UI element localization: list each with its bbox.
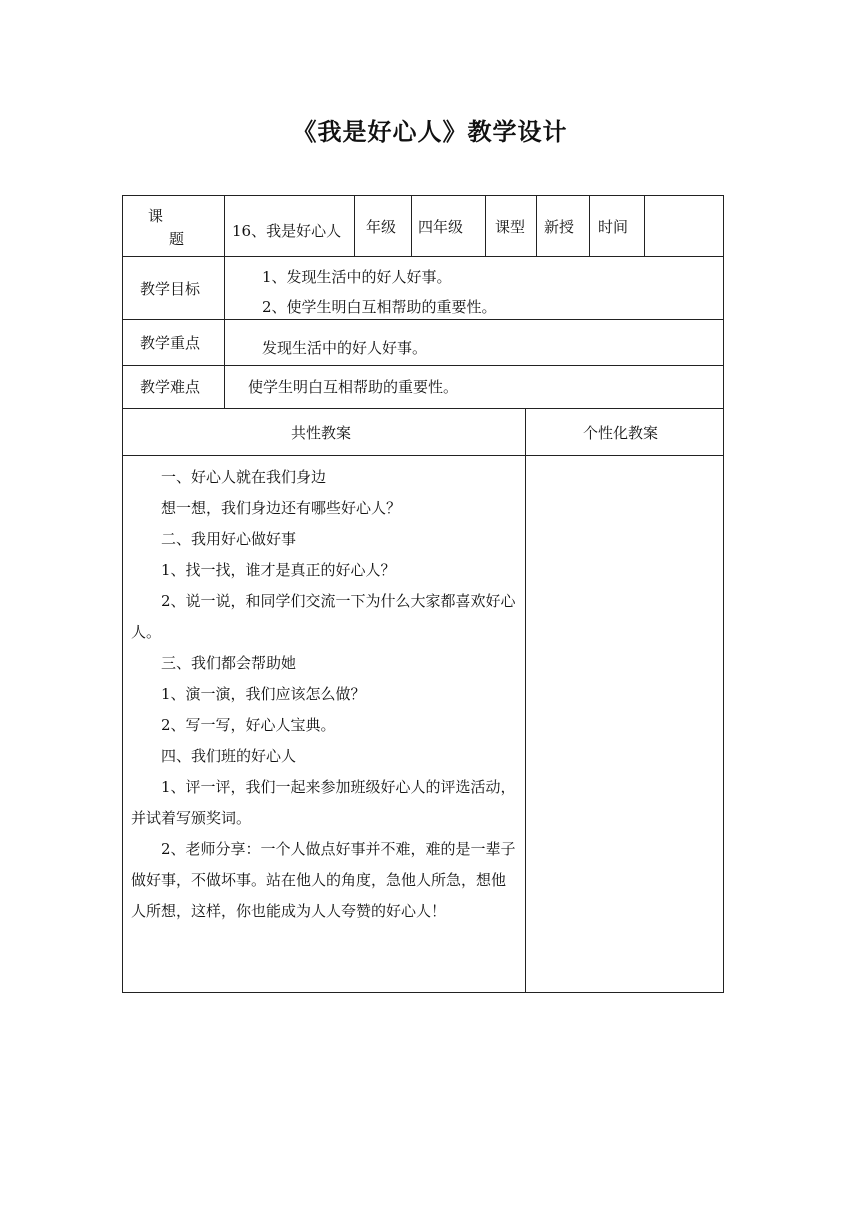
subject-label-2: 题 — [169, 230, 185, 248]
objectives-label: 教学目标 — [140, 280, 201, 298]
content-line: 1、演一演，我们应该怎么做？ — [161, 685, 366, 703]
document-title: 《我是好心人》教学设计 — [292, 118, 568, 146]
content-line: 2、说一说，和同学们交流一下为什么大家都喜欢好心人。 — [131, 592, 516, 641]
difficulty-value: 使学生明白互相帮助的重要性。 — [248, 378, 459, 396]
difficulty-label: 教学难点 — [140, 378, 201, 396]
row-divider — [122, 256, 724, 257]
content-line: 二、我用好心做好事 — [161, 530, 297, 548]
row-divider — [122, 319, 724, 320]
time-label: 时间 — [598, 218, 629, 236]
col-divider — [354, 195, 355, 256]
subject-value: 16、我是好心人 — [232, 222, 342, 240]
type-label: 课型 — [495, 218, 526, 236]
content-line: 2、老师分享：一个人做点好事并不难，难的是一辈子做好事，不做坏事。站在他人的角度，急他人所急，想他人所想，这样，你也能成为人人夸赞的好心人！ — [131, 840, 516, 920]
personal-plan-header: 个性化教案 — [583, 424, 659, 442]
content-line: 一、好心人就在我们身边 — [161, 468, 327, 486]
key-point-value: 发现生活中的好人好事。 — [262, 339, 428, 357]
content-line: 三、我们都会帮助她 — [161, 654, 297, 672]
col-divider — [536, 195, 537, 256]
content-line: 2、写一写，好心人宝典。 — [161, 716, 336, 734]
col-divider — [224, 195, 225, 256]
col-divider — [485, 195, 486, 256]
col-divider — [644, 195, 645, 256]
row-divider — [122, 408, 724, 409]
col-divider — [525, 408, 526, 993]
key-point-label: 教学重点 — [140, 334, 201, 352]
row-divider — [122, 455, 724, 456]
content-line: 1、评一评，我们一起来参加班级好心人的评选活动，并试着写颁奖词。 — [131, 778, 516, 827]
objective-item: 1、发现生活中的好人好事。 — [262, 268, 452, 286]
col-divider — [589, 195, 590, 256]
type-value: 新授 — [544, 218, 575, 236]
row-divider — [122, 365, 724, 366]
content-line: 1、找一找，谁才是真正的好心人？ — [161, 561, 396, 579]
col-divider — [411, 195, 412, 256]
common-plan-header: 共性教案 — [291, 424, 352, 442]
col-divider — [224, 256, 225, 408]
subject-label-1: 课 — [148, 207, 164, 225]
objective-item: 2、使学生明白互相帮助的重要性。 — [262, 298, 497, 316]
grade-label: 年级 — [366, 218, 397, 236]
content-line: 四、我们班的好心人 — [161, 747, 297, 765]
content-line: 想一想，我们身边还有哪些好心人？ — [161, 499, 402, 517]
grade-value: 四年级 — [418, 218, 464, 236]
common-plan-content — [131, 462, 519, 927]
